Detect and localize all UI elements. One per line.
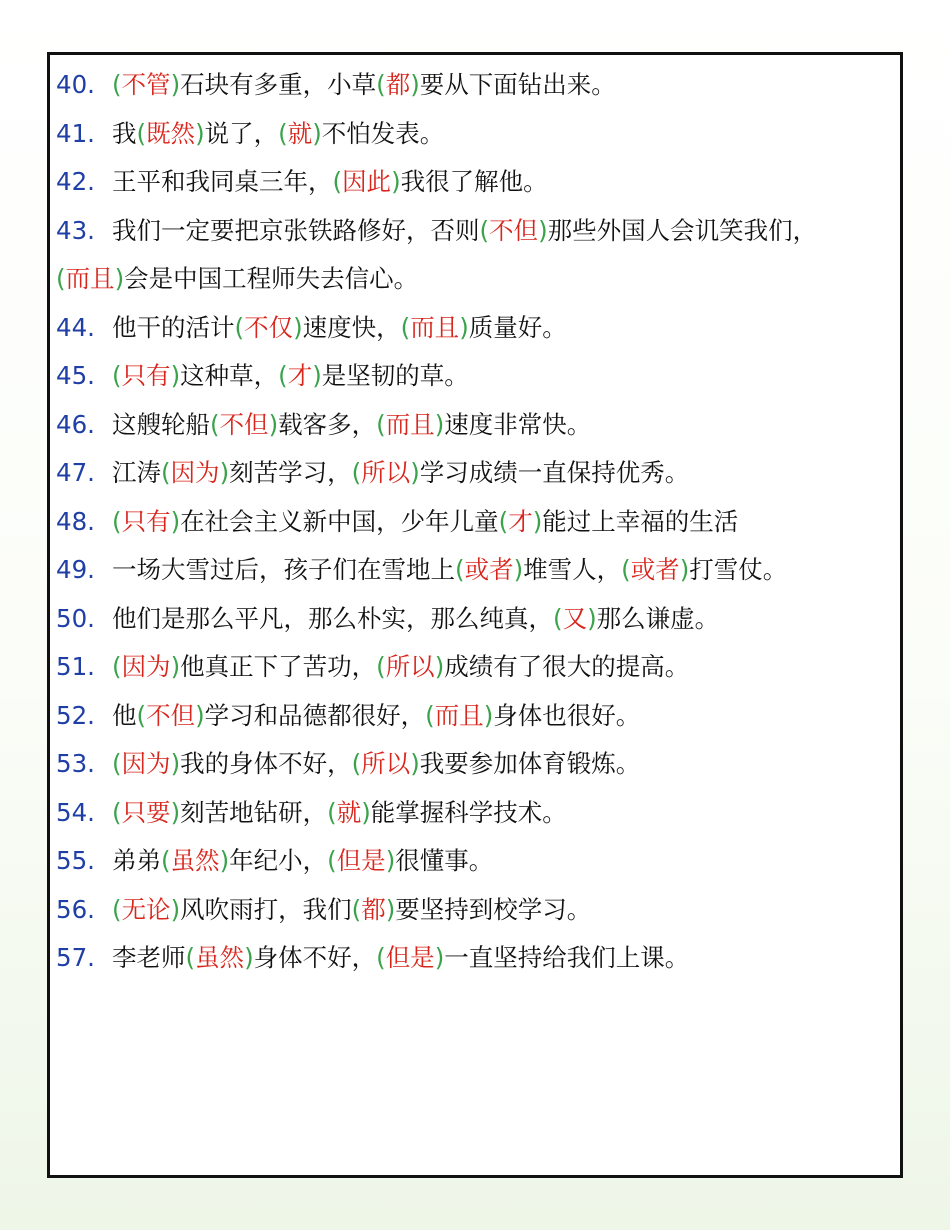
- bracket: (: [351, 894, 362, 924]
- sentence-text: 一直坚持给我们上课。: [444, 943, 690, 972]
- bracket: ): [195, 700, 205, 730]
- bracket: ): [312, 118, 322, 148]
- bracket: ): [391, 167, 401, 196]
- exercise-line: [56, 158, 900, 207]
- bracket: (: [112, 70, 122, 99]
- answer-word: 而且: [385, 409, 435, 439]
- sentence-text: 他真正下了苦功，: [180, 652, 377, 681]
- exercise-line: [56, 498, 900, 547]
- bracket: ): [244, 943, 254, 972]
- bracket: ): [293, 312, 303, 342]
- item-number: 53.: [56, 749, 95, 778]
- answer-word: 就: [336, 797, 362, 827]
- answer-word: 不但: [489, 215, 539, 245]
- exercise-line: [56, 595, 900, 644]
- sentence-text: 要坚持到校学习。: [395, 894, 592, 924]
- answer-word: 又: [562, 603, 588, 633]
- bracket: (: [278, 118, 288, 148]
- sentence-text: 是坚韧的草。: [321, 361, 469, 390]
- bracket: (: [112, 506, 122, 536]
- sentence-text: 在社会主义新中国，少年儿童: [180, 506, 499, 536]
- sentence-text: 会是中国工程师失去信心。: [124, 264, 419, 293]
- sentence-text: 能过上幸福的生活: [542, 506, 739, 536]
- bracket: ): [532, 506, 543, 536]
- exercise-line: [56, 110, 900, 159]
- exercise-line: [56, 352, 900, 401]
- bracket: (: [112, 797, 122, 827]
- bracket: (: [553, 603, 563, 633]
- exercise-line: [56, 255, 900, 304]
- item-number: 52.: [56, 700, 95, 730]
- bracket: ): [219, 458, 230, 487]
- bracket: ): [219, 846, 230, 875]
- sentence-text: 我: [112, 118, 137, 148]
- bracket: (: [479, 215, 490, 245]
- sentence-text: 他干的活计: [112, 312, 235, 342]
- bracket: ): [385, 846, 396, 875]
- exercise-line: [56, 401, 900, 450]
- exercise-line: [56, 692, 900, 741]
- item-number: 48.: [56, 506, 95, 536]
- sentence-text: 很懂事。: [395, 846, 494, 875]
- sentence-text: 说了，: [204, 118, 279, 148]
- sentence-text: 他: [112, 700, 137, 730]
- bracket: (: [351, 749, 362, 778]
- answer-word: 不仅: [244, 312, 294, 342]
- exercise-line: [56, 934, 900, 983]
- bracket: ): [170, 70, 181, 99]
- sentence-text: 打雪仗。: [689, 555, 788, 584]
- answer-word: 既然: [146, 118, 196, 148]
- bracket: ): [434, 943, 445, 972]
- exercise-frame: [47, 52, 903, 1178]
- bracket: (: [498, 506, 509, 536]
- bracket: ): [434, 409, 445, 439]
- item-number: 42.: [56, 167, 95, 196]
- answer-word: 因为: [121, 749, 171, 778]
- bracket: ): [410, 70, 420, 99]
- item-number: 47.: [56, 458, 95, 487]
- sentence-text: 刻苦地钻研，: [180, 797, 328, 827]
- bracket: (: [621, 555, 631, 584]
- item-number: 57.: [56, 943, 95, 972]
- bracket: ): [361, 797, 371, 827]
- sentence-text: 身体也很好。: [493, 700, 641, 730]
- answer-word: 才: [508, 506, 533, 536]
- item-number: 50.: [56, 603, 95, 633]
- bracket: ): [170, 506, 181, 536]
- answer-word: 不管: [121, 70, 171, 99]
- bracket: (: [185, 943, 196, 972]
- item-number: 45.: [56, 361, 95, 390]
- sentence-text: 他们是那么平凡，那么朴实，那么纯真，: [112, 603, 553, 633]
- sentence-text: 弟弟: [112, 846, 161, 875]
- exercise-line: [56, 207, 900, 256]
- bracket: (: [56, 264, 66, 293]
- exercise-line: [56, 886, 900, 935]
- bracket: ): [170, 749, 181, 778]
- item-number: 46.: [56, 409, 95, 439]
- bracket: ): [483, 700, 494, 730]
- bracket: ): [538, 215, 548, 245]
- bracket: ): [312, 361, 322, 390]
- sentence-text: 王平和我同桌三年，: [112, 167, 333, 196]
- sentence-text: 能掌握科学技术。: [370, 797, 567, 827]
- answer-word: 所以: [361, 749, 411, 778]
- sentence-text: 这种草，: [180, 361, 279, 390]
- bracket: (: [400, 312, 411, 342]
- bracket: ): [434, 652, 445, 681]
- answer-word: 因为: [121, 652, 171, 681]
- sentence-text: 学习成绩一直保持优秀。: [419, 458, 690, 487]
- bracket: (: [425, 700, 435, 730]
- item-number: 54.: [56, 797, 95, 827]
- sentence-text: 年纪小，: [229, 846, 328, 875]
- answer-word: 只要: [121, 797, 171, 827]
- answer-word: 无论: [121, 894, 171, 924]
- item-number: 49.: [56, 555, 95, 584]
- answer-word: 但是: [336, 846, 386, 875]
- answer-word: 就: [287, 118, 313, 148]
- sentence-text: 堆雪人，: [523, 555, 622, 584]
- sentence-text: 一场大雪过后，孩子们在雪地上: [112, 555, 455, 584]
- bracket: (: [327, 846, 337, 875]
- sentence-text: 身体不好，: [253, 943, 377, 972]
- bracket: ): [114, 264, 125, 293]
- exercise-list: [56, 61, 900, 983]
- answer-word: 而且: [410, 312, 460, 342]
- answer-word: 或者: [630, 555, 680, 584]
- sentence-text: 载客多，: [278, 409, 377, 439]
- bracket: ): [513, 555, 524, 584]
- sentence-text: 我的身体不好，: [180, 749, 352, 778]
- bracket: ): [170, 797, 181, 827]
- bracket: (: [351, 458, 362, 487]
- sentence-text: 这艘轮船: [112, 409, 210, 439]
- bracket: (: [278, 361, 288, 390]
- item-number: 56.: [56, 894, 95, 924]
- bracket: (: [332, 167, 343, 196]
- sentence-text: 石块有多重，小草: [180, 70, 377, 99]
- bracket: (: [112, 749, 122, 778]
- answer-word: 因此: [342, 167, 392, 196]
- answer-word: 因为: [170, 458, 220, 487]
- answer-word: 只有: [121, 361, 171, 390]
- sentence-text: 我们一定要把京张铁路修好，否则: [112, 215, 480, 245]
- answer-word: 而且: [65, 264, 115, 293]
- bracket: ): [679, 555, 690, 584]
- answer-word: 不但: [219, 409, 269, 439]
- bracket: (: [234, 312, 245, 342]
- answer-word: 所以: [385, 652, 435, 681]
- sentence-text: 我要参加体育锻炼。: [419, 749, 641, 778]
- bracket: (: [376, 652, 386, 681]
- exercise-line: [56, 740, 900, 789]
- sentence-text: 质量好。: [468, 312, 567, 342]
- bracket: ): [410, 458, 420, 487]
- sentence-text: 不怕发表。: [321, 118, 445, 148]
- bracket: (: [327, 797, 337, 827]
- bracket: (: [112, 894, 122, 924]
- answer-word: 而且: [434, 700, 484, 730]
- bracket: (: [376, 409, 386, 439]
- exercise-line: [56, 837, 900, 886]
- item-number: 44.: [56, 312, 95, 342]
- answer-word: 虽然: [170, 846, 220, 875]
- answer-word: 不但: [146, 700, 196, 730]
- bracket: (: [210, 409, 220, 439]
- bracket: (: [136, 700, 147, 730]
- bracket: (: [136, 118, 147, 148]
- sentence-text: 成绩有了很大的提高。: [444, 652, 690, 681]
- bracket: ): [170, 652, 181, 681]
- sentence-text: 速度非常快。: [444, 409, 592, 439]
- answer-word: 但是: [385, 943, 435, 972]
- sentence-text: 李老师: [112, 943, 186, 972]
- bracket: (: [161, 846, 171, 875]
- answer-word: 或者: [464, 555, 514, 584]
- sentence-text: 速度快，: [302, 312, 401, 342]
- bracket: ): [385, 894, 396, 924]
- item-number: 51.: [56, 652, 95, 681]
- exercise-line: [56, 546, 900, 595]
- bracket: (: [112, 652, 122, 681]
- sentence-text: 学习和品德都很好，: [204, 700, 426, 730]
- bracket: ): [459, 312, 469, 342]
- sentence-text: 那么谦虚。: [596, 603, 720, 633]
- bracket: ): [195, 118, 205, 148]
- answer-word: 才: [287, 361, 313, 390]
- exercise-line: [56, 643, 900, 692]
- exercise-line: [56, 304, 900, 353]
- sentence-text: 风吹雨打，我们: [180, 894, 352, 924]
- exercise-line: [56, 61, 900, 110]
- answer-word: 虽然: [195, 943, 245, 972]
- sentence-text: 刻苦学习，: [229, 458, 352, 487]
- answer-word: 都: [385, 70, 411, 99]
- bracket: (: [376, 70, 386, 99]
- answer-word: 都: [361, 894, 386, 924]
- answer-word: 所以: [361, 458, 411, 487]
- bracket: (: [376, 943, 386, 972]
- bracket: (: [161, 458, 171, 487]
- item-number: 43.: [56, 215, 95, 245]
- bracket: ): [587, 603, 597, 633]
- bracket: ): [410, 749, 420, 778]
- sentence-text: 我很了解他。: [400, 167, 548, 196]
- answer-word: 只有: [121, 506, 171, 536]
- bracket: (: [455, 555, 465, 584]
- bracket: ): [170, 894, 181, 924]
- bracket: (: [112, 361, 122, 390]
- bracket: ): [268, 409, 279, 439]
- item-number: 40.: [56, 70, 95, 99]
- exercise-line: [56, 449, 900, 498]
- sentence-text: 那些外国人会讥笑我们，: [547, 215, 818, 245]
- sentence-text: 要从下面钻出来。: [419, 70, 616, 99]
- item-number: 41.: [56, 118, 95, 148]
- sentence-text: 江涛: [112, 458, 161, 487]
- item-number: 55.: [56, 846, 95, 875]
- exercise-line: [56, 789, 900, 838]
- bracket: ): [170, 361, 181, 390]
